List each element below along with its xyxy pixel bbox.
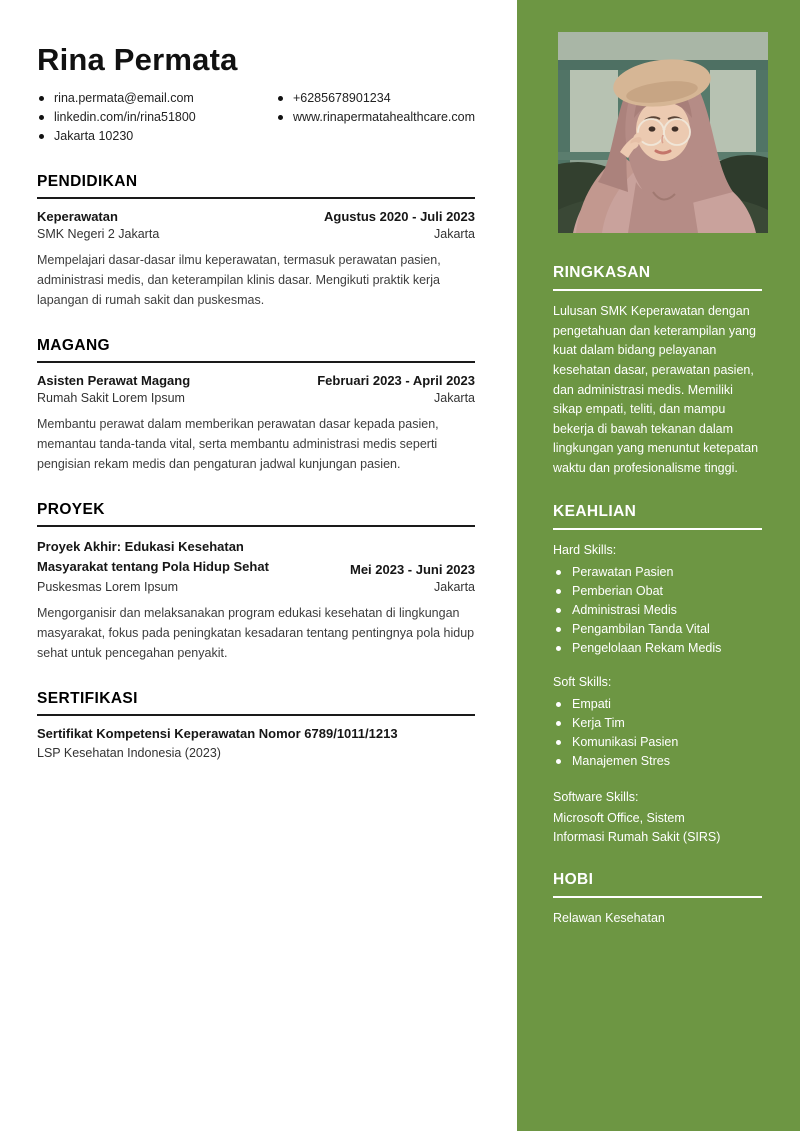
- bullet-icon: [556, 570, 561, 575]
- project-location: Jakarta: [434, 580, 475, 595]
- contact-linkedin: [37, 108, 276, 127]
- hard-skill-text: Perawatan Pasien: [572, 564, 674, 579]
- sidebar-heading-keahlian: KEAHLIAN: [553, 503, 762, 530]
- sidebar-heading-ringkasan: RINGKASAN: [553, 264, 762, 291]
- soft-skills-label: Soft Skills:: [553, 674, 612, 689]
- certificate-issuer: LSP Kesehatan Indonesia (2023): [37, 746, 221, 761]
- contact-website-text: www.rinapermatahealthcare.com: [292, 110, 475, 124]
- education-role: Keperawatan: [37, 209, 118, 224]
- person-name: Rina Permata: [37, 42, 238, 77]
- sidebar-heading-hobi: HOBI: [553, 871, 762, 898]
- contact-phone-text: +6285678901234: [292, 91, 391, 105]
- list-item: [553, 620, 762, 639]
- soft-skill-text: Kerja Tim: [572, 715, 625, 730]
- hard-skill-text: Pengambilan Tanda Vital: [572, 621, 710, 636]
- summary-text: Lulusan SMK Keperawatan dengan pengetahuan dan keterampilan yang kuat dalam bidang pelayanan kesehatan dasar, perawatan pasien, dan administrasi medis. Memiliki sikap empati, teliti, dan mampu bekerja di bawah tekanan dalam lingkungan yang menuntut ketepatan waktu dan profesionalisme tinggi.: [553, 304, 759, 475]
- section-heading-proyek: PROYEK: [37, 501, 475, 527]
- bullet-icon: [556, 759, 561, 764]
- bullet-icon: [556, 740, 561, 745]
- contact-phone: [276, 89, 475, 108]
- section-proyek: [37, 501, 475, 663]
- internship-location: Jakarta: [434, 391, 475, 405]
- education-description: Mempelajari dasar-dasar ilmu keperawatan, termasuk perawatan pasien, administrasi medis, dan keterampilan klinis dasar. Mengikuti praktik kerja lapangan di rumah sakit dan puskesmas.: [37, 253, 441, 307]
- contact-linkedin-text: linkedin.com/in/rina51800: [54, 110, 196, 124]
- section-heading-sertifikasi: SERTIFIKASI: [37, 690, 475, 716]
- hard-skill-text: Pemberian Obat: [572, 583, 664, 598]
- section-heading-pendidikan: PENDIDIKAN: [37, 173, 475, 199]
- sidebar-section-keahlian: [553, 503, 762, 847]
- list-item: [553, 733, 762, 752]
- internship-org: Rumah Sakit Lorem Ipsum: [37, 391, 185, 405]
- bullet-icon: [556, 646, 561, 651]
- main-column: [37, 42, 475, 760]
- sidebar: [517, 0, 800, 1131]
- soft-skills-list: [553, 695, 762, 771]
- list-item: [553, 601, 762, 620]
- section-sertifikasi: [37, 690, 475, 760]
- contact-location: [37, 127, 276, 146]
- software-skills-label: Software Skills:: [553, 789, 639, 804]
- bullet-icon: [556, 627, 561, 632]
- certificate-name: Sertifikat Kompetensi Keperawatan Nomor 6789/1011/1213: [37, 726, 398, 742]
- contact-location-text: Jakarta 10230: [54, 129, 134, 143]
- project-description: Mengorganisir dan melaksanakan program edukasi kesehatan di lingkungan masyarakat, fokus pada peningkatan kesadaran tentang pentingnya pola hidup sehat untuk pencegahan penyakit.: [37, 606, 475, 661]
- project-org: Puskesmas Lorem Ipsum: [37, 580, 179, 595]
- hard-skill-text: Administrasi Medis: [572, 602, 677, 617]
- bullet-icon: [556, 608, 561, 613]
- software-skills-text: Microsoft Office, Sistem Informasi Rumah Sakit (SIRS): [553, 810, 721, 844]
- contact-column-left: [37, 89, 276, 146]
- section-pendidikan: [37, 173, 475, 310]
- soft-skill-text: Komunikasi Pasien: [572, 734, 679, 749]
- profile-photo: [558, 32, 768, 233]
- education-location: Jakarta: [434, 227, 475, 241]
- bullet-icon: [556, 589, 561, 594]
- contact-column-right: [276, 89, 475, 146]
- list-item: [553, 563, 762, 582]
- bullet-icon: [278, 115, 283, 120]
- list-item: [553, 695, 762, 714]
- contact-website: [276, 108, 475, 127]
- contact-email: [37, 89, 276, 108]
- hard-skills-label: Hard Skills:: [553, 542, 617, 557]
- bullet-icon: [39, 115, 44, 120]
- bullet-icon: [39, 96, 44, 101]
- internship-dates: Februari 2023 - April 2023: [317, 373, 475, 388]
- list-item: [553, 714, 762, 733]
- hobby-text: Relawan Kesehatan: [553, 910, 665, 925]
- internship-description: Membantu perawat dalam memberikan perawatan dasar kepada pasien, memantau tanda-tanda vital, serta membantu administrasi medis seperti pengisian rekam medis dan pengaturan jadwal kunjungan pasien.: [37, 417, 439, 471]
- project-title: Proyek Akhir: Edukasi Kesehatan Masyarakat tentang Pola Hidup Sehat: [37, 539, 269, 575]
- sidebar-section-ringkasan: [553, 264, 762, 479]
- list-item: [553, 752, 762, 771]
- section-heading-magang: MAGANG: [37, 337, 475, 363]
- bullet-icon: [556, 721, 561, 726]
- education-org: SMK Negeri 2 Jakarta: [37, 227, 160, 241]
- sidebar-section-hobi: [553, 871, 762, 929]
- sidebar-content: [517, 233, 800, 928]
- soft-skill-text: Empati: [572, 696, 611, 711]
- hard-skill-text: Pengelolaan Rekam Medis: [572, 640, 722, 655]
- list-item: [553, 582, 762, 601]
- internship-role: Asisten Perawat Magang: [37, 373, 191, 388]
- contact-email-text: rina.permata@email.com: [54, 91, 194, 105]
- bullet-icon: [556, 702, 561, 707]
- contact-block: [37, 89, 475, 146]
- project-dates: Mei 2023 - Juni 2023: [349, 562, 475, 578]
- soft-skill-text: Manajemen Stres: [572, 753, 670, 768]
- bullet-icon: [278, 96, 283, 101]
- hard-skills-list: [553, 563, 762, 658]
- list-item: [553, 639, 762, 658]
- section-magang: [37, 337, 475, 474]
- bullet-icon: [39, 134, 44, 139]
- education-dates: Agustus 2020 - Juli 2023: [323, 209, 475, 224]
